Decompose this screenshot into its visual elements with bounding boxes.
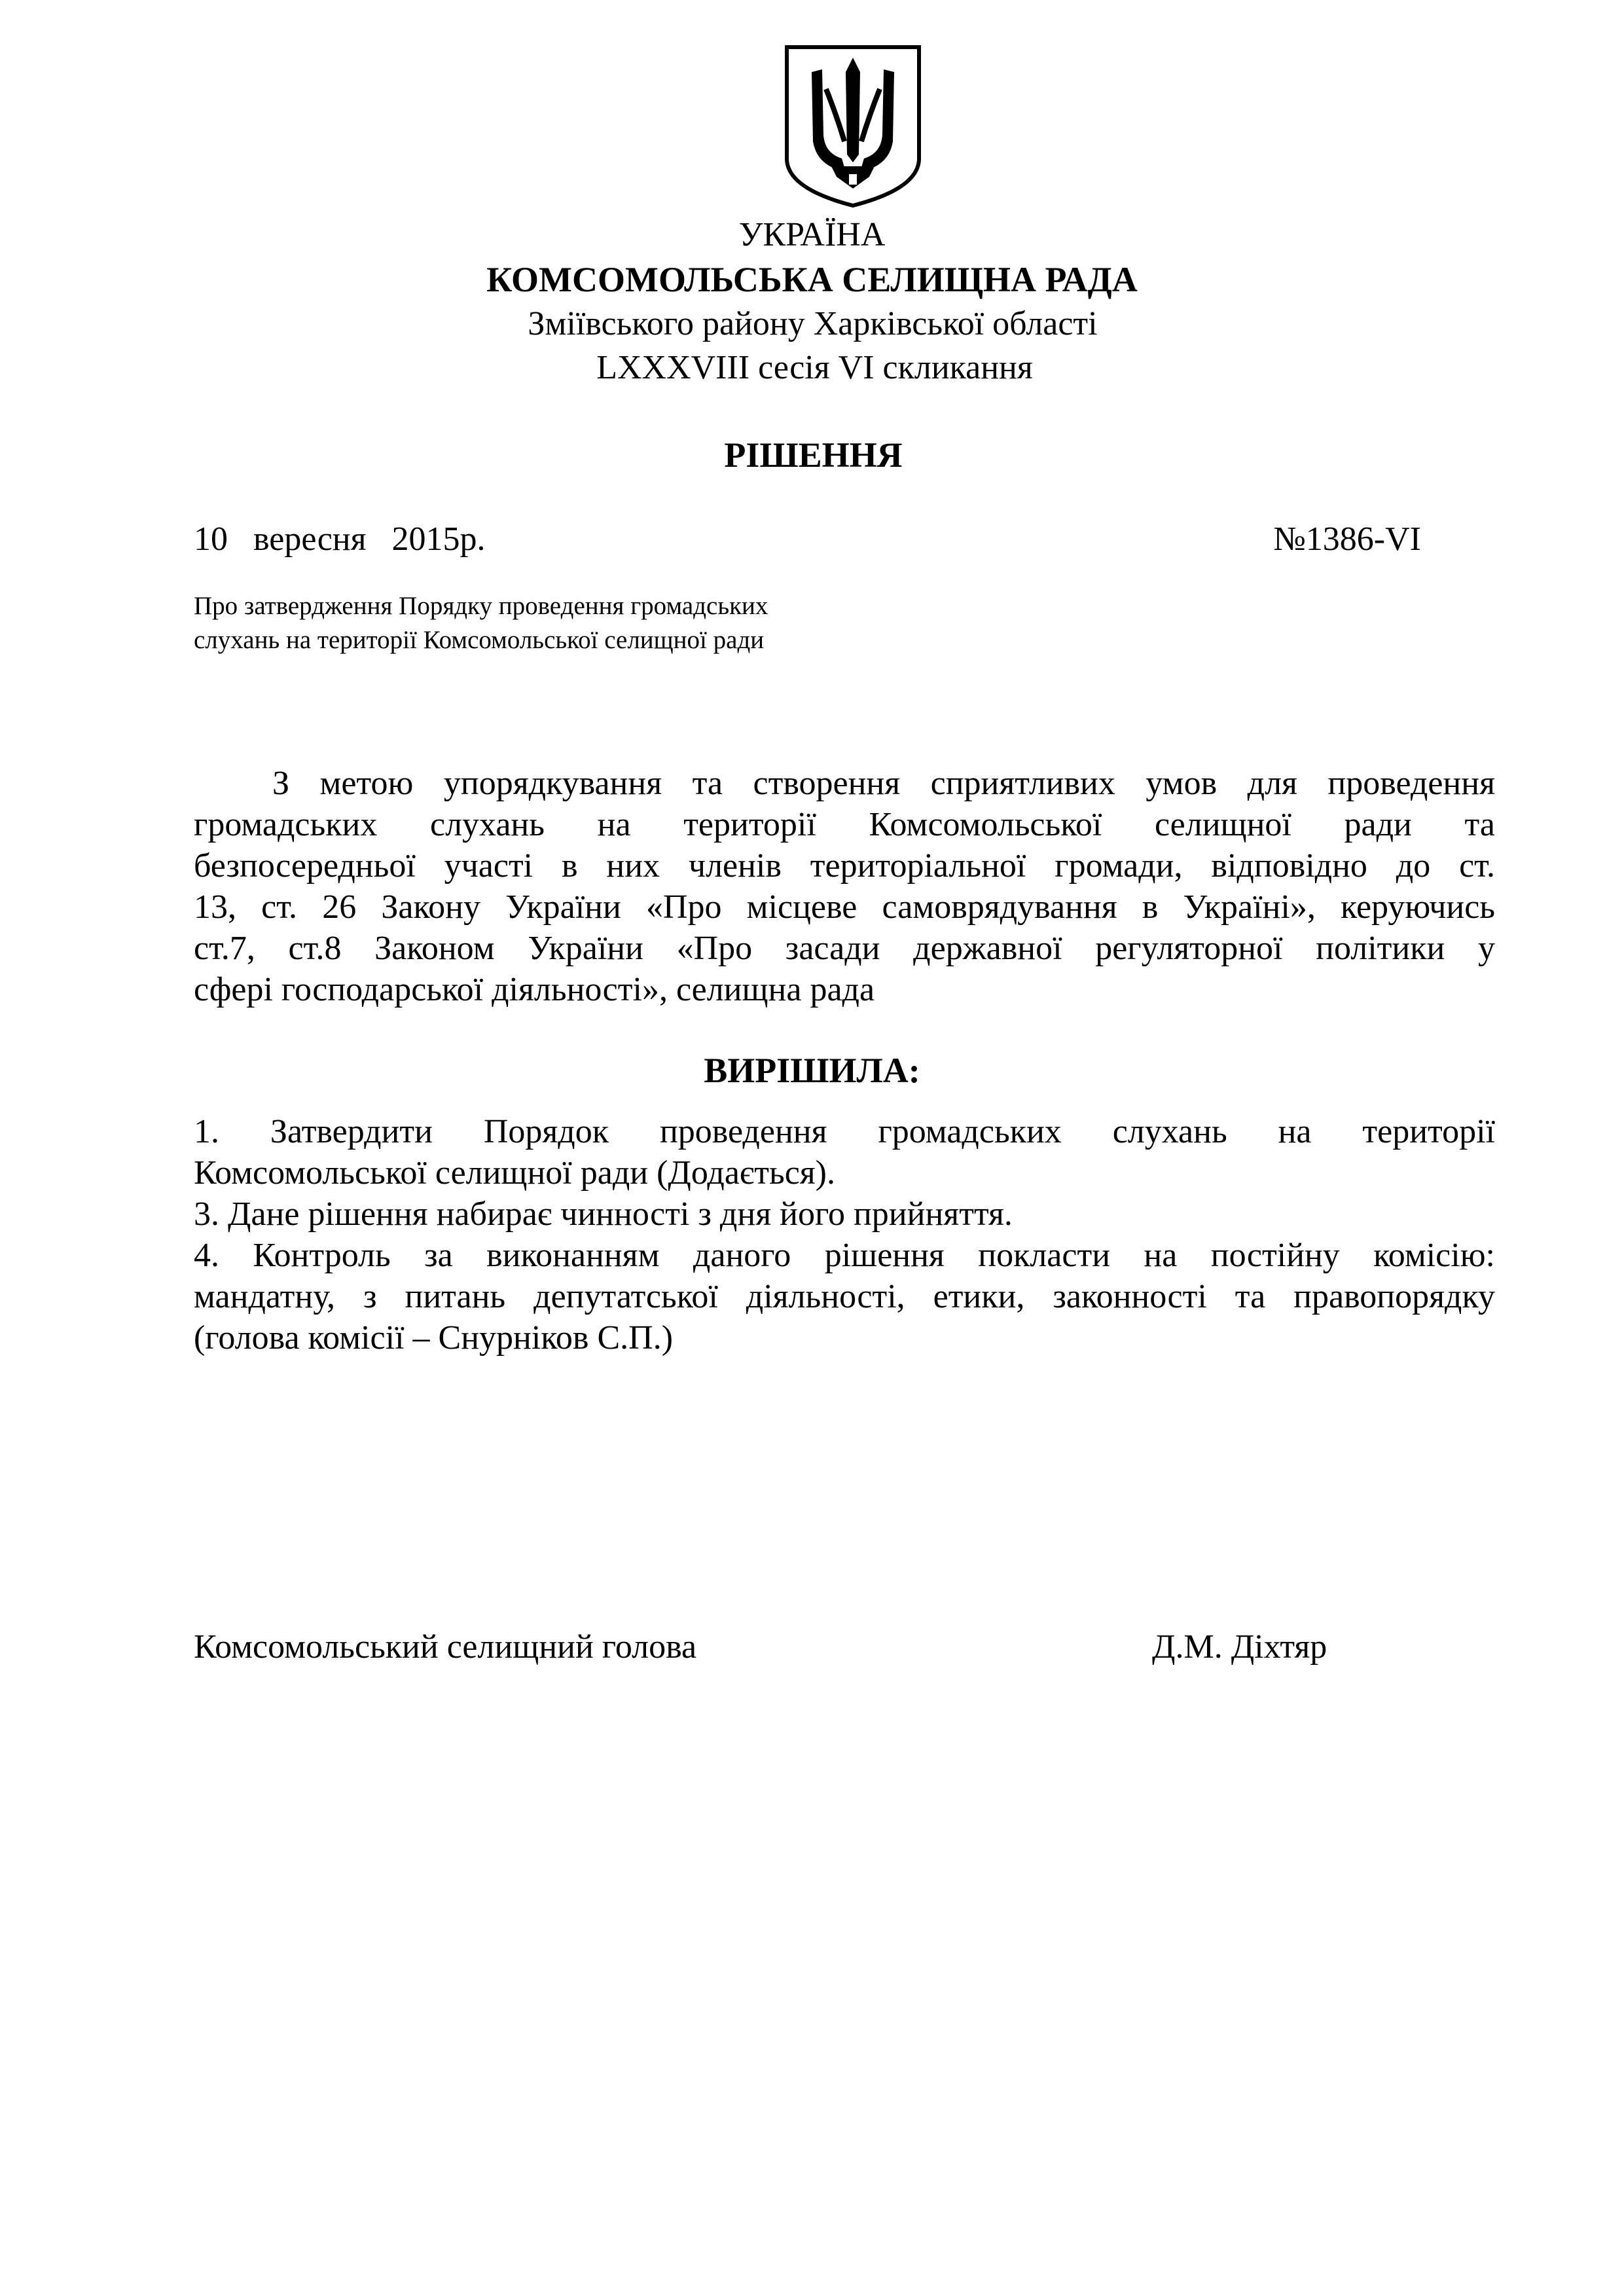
trident-emblem-icon <box>783 43 923 210</box>
signatory-title: Комсомольський селищний голова <box>194 1628 697 1666</box>
decision-subject <box>194 589 768 657</box>
decision-number: №1386-VI <box>1273 520 1421 558</box>
signatory-name: Д.М. Діхтяр <box>1152 1628 1327 1666</box>
preamble-line: безпосередньої участі в них членів територіальної громади, відповідно до ст. <box>194 847 1495 884</box>
preamble-line: ст.7, ст.8 Законом України «Про засади державної регуляторної політики у <box>194 930 1495 967</box>
item-line: (голова комісії – Снурніков С.П.) <box>194 1319 674 1357</box>
preamble-line: З метою упорядкування та створення сприятливих умов для проведення <box>272 765 1495 802</box>
item-line: Комсомольської селищної ради (Додається). <box>194 1154 836 1192</box>
item-line: 3. Дане рішення набирає чинності з дня його прийняття. <box>194 1195 1013 1233</box>
session-info: LXXXVIII сесія VI скликання <box>596 349 1033 386</box>
council-name: КОМСОМОЛЬСЬКА СЕЛИЩНА РАДА <box>486 260 1138 299</box>
item-line: 1. Затвердити Порядок проведення громадських слухань на території <box>194 1113 1495 1150</box>
decision-date: 10 вересня 2015р. <box>194 520 486 558</box>
subject-line: слухань на території Комсомольської селищної ради <box>194 626 765 654</box>
country-name: УКРАЇНА <box>738 216 886 253</box>
preamble-line: громадських слухань на території Комсомольської селищної ради та <box>194 806 1495 843</box>
item-line: 4. Контроль за виконанням даного рішення покласти на постійну комісію: <box>194 1237 1495 1274</box>
resolved-heading: ВИРІШИЛА: <box>704 1051 920 1090</box>
decision-items <box>194 1111 1495 1358</box>
subject-line: Про затвердження Порядку проведення громадських <box>194 592 768 620</box>
document-type: РІШЕННЯ <box>724 435 903 475</box>
preamble-paragraph <box>194 763 1495 1010</box>
district-name: Зміївського району Харківської області <box>528 305 1098 342</box>
preamble-line: 13, ст. 26 Закону України «Про місцеве самоврядування в Україні», керуючись <box>194 888 1495 926</box>
preamble-line: сфері господарської діяльності», селищна рада <box>194 971 875 1008</box>
item-line: мандатну, з питань депутатської діяльності, етики, законності та правопорядку <box>194 1278 1495 1315</box>
